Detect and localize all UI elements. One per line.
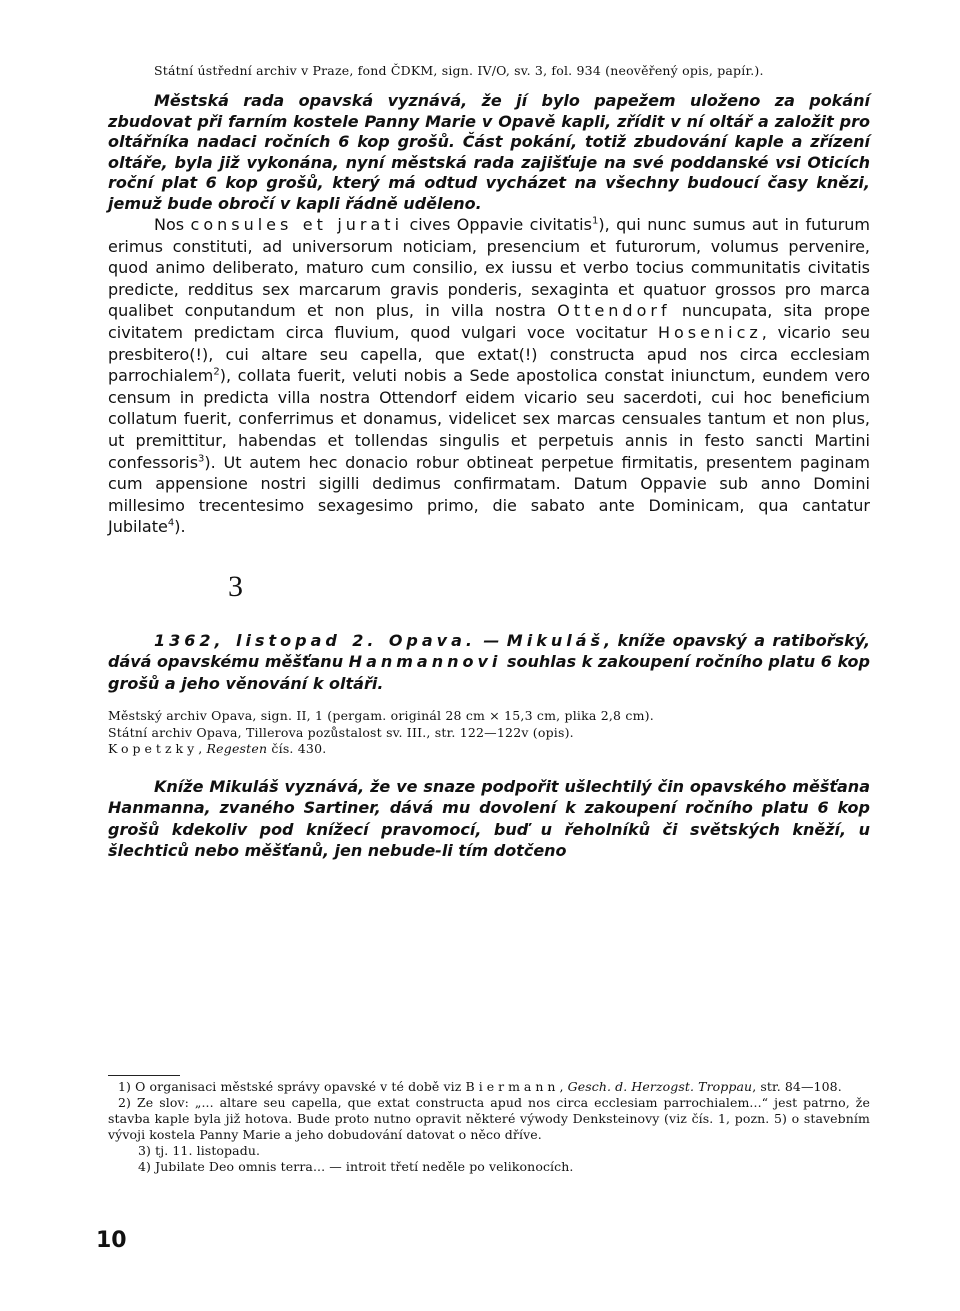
footnote-ref-1[interactable]: 1 [591,215,599,227]
footnote-1 [108,1079,870,1095]
footnote-text: tj. 11. listopadu. [151,1143,261,1158]
archival-sources [108,708,870,758]
source-text: čís. 430. [267,741,327,757]
footnote-3 [108,1143,870,1159]
document-heading [108,630,870,695]
footnote-mark: 4) [138,1159,152,1174]
czech-regest-2: Kníže Mikuláš vyznává, že ve snaze podpořit ušlechtilý čin opavského měšťana Hanmanna, zvaného Sartiner, dává mu dovolení k zakoupení ročního platu 6 kop grošů kdekoliv pod knížecí pravomocí, buď u řeholníků či světských kněží, u šlechticů nebo měšťanů, jen nebude-li tím dotčeno [108,776,870,861]
latin-text: nuncupata, sita prope civitatem predictam circa fluvium, quod vulgari voce vocitatur [108,301,870,342]
source-line: Městský archiv Opava, sign. II, 1 (pergam. originál 28 cm × 15,3 cm, plika 2,8 cm). [108,708,654,724]
heading-hanmann: Hanmannovi [348,652,502,672]
document-number: 3 [228,569,244,603]
author-biermann: Biermann [465,1079,560,1094]
page-number: 10 [96,1228,127,1253]
footnote-text: Ze slov: „... altare seu capella, que extat constructa apud nos circa ecclesiam parrochialem...“ jest patrno, že stavba kaple byla již hotova. Bude proto nutno opravit některé výwody Denksteinovy (viz čís. 1, pozn. 5) o stavebním vývoji kostela Panny Marie a jeho dobudování datovat o něco dříve. [108,1095,870,1142]
latin-charter-text [108,214,870,538]
archival-source: Státní ústřední archiv v Praze, fond ČDKM, sign. IV/O, sv. 3, fol. 934 (neověřený opis, papír.). [154,63,764,78]
spaced-name: consules et jurati [190,215,404,234]
latin-text: cives Oppavie civitatis [403,215,592,234]
heading-dash: — [476,630,507,650]
latin-text: , vicario seu presbitero(!), cui altare seu capella, que extat(!) constructa apud nos circa ecclesiam parrochialem [108,322,870,386]
footnote-4 [108,1159,870,1175]
footnote-mark: 1) [118,1079,132,1094]
footnote-2 [108,1095,870,1143]
place-name-hosenicz: Hosenicz [657,322,762,342]
heading-text: souhlas k zakoupení ročního platu 6 kop grošů a jeho věnování k oltáři. [108,652,870,693]
latin-text: Nos [154,215,185,234]
place-name-ottendorf: Ottendorf [557,301,671,321]
heading-name: Mikuláš [506,630,605,650]
latin-text: ), collata fuerit, veluti nobis a Sede apostolica constat iniunctum, eundem vero censum in predicta villa nostra Ottendorf eidem vicario seu sacerdoti, cui hoc beneficium collatum fuerit, conferrimus et donamus, videlicet sex marcas censuales tantum et non plus, ut premittitur, habendas et tollendas singulis et perpetuis annis in festo sancti Martini confessoris [108,366,870,472]
footnotes [108,1079,870,1175]
footnote-ref-3[interactable]: 3 [198,453,205,465]
work-title: Gesch. d. Herzogst. Troppau [567,1079,753,1094]
work-title: Regesten [206,741,268,757]
latin-text: ), qui nunc sumus aut in futurum erimus constituti, ad universorum noticiam, presencium et futurorum, volumus pervenire, quod animo deliberato, maturo cum consilio, ex iussu et verbo tocius communitatis civitatis predicte, redditus sex marcarum gravis ponderis, sexaginta et quatuor grossos pro marca qualibet conputandum et non plus, in villa nostra [108,215,871,321]
source-line: Státní archiv Opava, Tillerova pozůstalost sv. III., str. 122—122v (opis). [108,724,574,740]
source-line: Kopetzky, Regesten čís. 430. [108,741,327,757]
footnote-ref-4[interactable]: 4 [167,517,175,529]
footnote-text: O organisaci městské správy opavské v té době viz [131,1079,466,1094]
latin-text: ). Ut autem hec donacio robur obtineat perpetue firmitatis, presentem paginam cum appensione nostri sigilli dedimus confirmatam. Datum Oppavie sub anno Domini millesimo trecentesimo sexagesimo primo, die sabato ante Dominicam, qua cantatur Jubilate [108,452,870,537]
footnote-text: , str. 84—108. [752,1079,842,1094]
footnote-divider [108,1075,180,1076]
czech-regest: Městská rada opavská vyznává, že jí bylo papežem uloženo za pokání zbudovat při farním kostele Panny Marie v Opavě kapli, zřídit v ní oltář a založit pro oltářníka nadaci ročních 6 kop grošů. Část pokání, totiž zbudování kaple a zřízení oltáře, byla již vykonána, nyní městská rada zajišťuje na své poddanské vsi Oticích roční plat 6 kop grošů, který má odtud vycházet na všechny budoucí časy knězi, jemuž bude obročí v kapli řádně uděleno. [108,91,870,213]
page-body [108,62,870,862]
footnote-text: , [559,1079,568,1094]
heading-date: 1362, listopad 2. Opava. [154,630,476,650]
footnote-ref-2[interactable]: 2 [213,366,220,378]
footnote-mark: 3) [138,1143,152,1158]
author-kopetzky: Kopetzky [108,741,199,757]
footnote-mark: 2) [118,1095,132,1110]
heading-text: , kníže opavský a ratibořský, dává opavskému měšťanu [108,630,871,672]
footnote-text: Jubilate Deo omnis terra... — introit třetí neděle po velikonocích. [151,1159,574,1174]
latin-text: ). [174,517,186,537]
